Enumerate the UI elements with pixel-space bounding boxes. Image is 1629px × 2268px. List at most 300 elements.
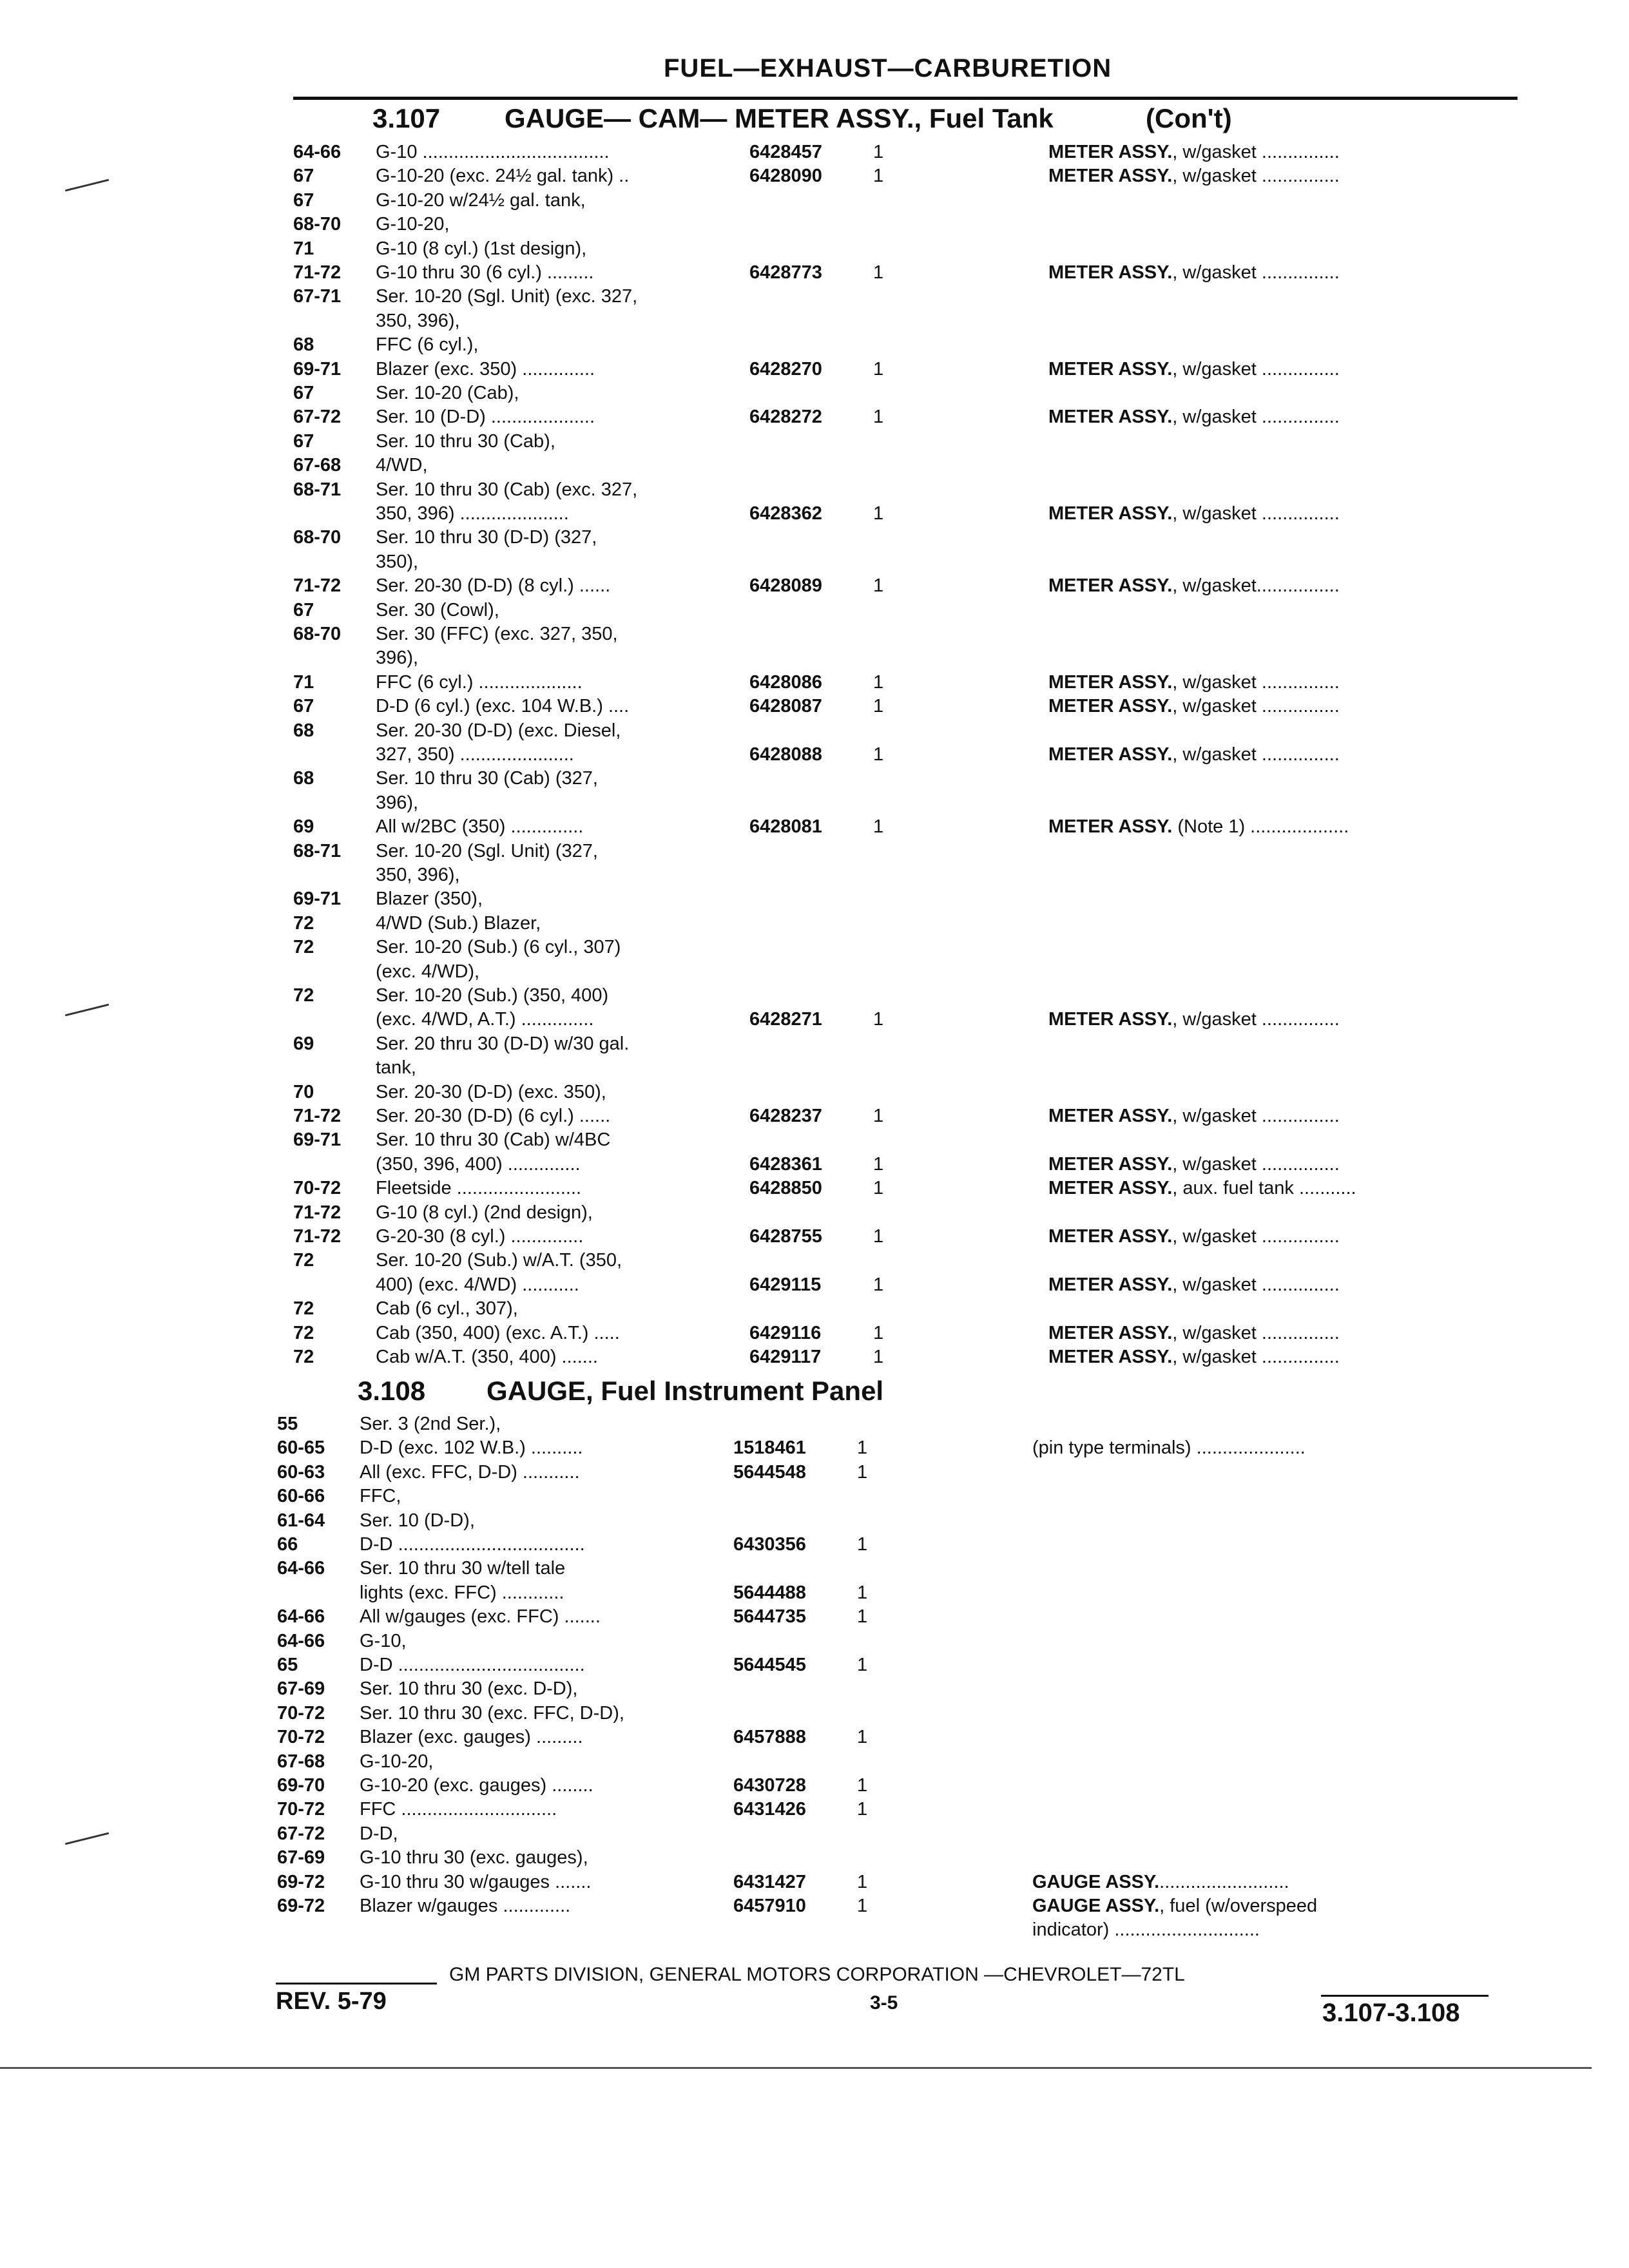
- punch-mark-top: [65, 179, 110, 192]
- application-description: G-10 ....................................: [376, 142, 610, 162]
- quantity: 1: [857, 1871, 868, 1892]
- application-description: Blazer (350),: [376, 889, 483, 910]
- part-number: 6428457: [749, 142, 822, 162]
- remark-detail: , w/gasket ...............: [1172, 1274, 1340, 1295]
- parts-row: [293, 622, 1530, 646]
- parts-row: [293, 1201, 1530, 1224]
- quantity: 1: [873, 262, 884, 283]
- application-description: Ser. 10 thru 30 (Cab),: [376, 430, 555, 452]
- remark-detail: , w/gasket ...............: [1172, 1226, 1340, 1247]
- model-years: 72: [293, 985, 314, 1006]
- parts-row: [293, 791, 1530, 814]
- section-title: GAUGE, Fuel Instrument Panel: [487, 1376, 884, 1406]
- remark-detail: , aux. fuel tank ...........: [1172, 1178, 1356, 1199]
- model-years: 67: [293, 189, 314, 211]
- remark-part-name: METER ASSY.: [1048, 1347, 1173, 1367]
- remark-detail: .........................: [1159, 1871, 1289, 1892]
- part-remark: [1048, 261, 1512, 284]
- footer-revision: REV. 5-79: [276, 1988, 387, 2015]
- application-description: Ser. 20 thru 30 (D-D) w/30 gal.: [376, 1033, 630, 1054]
- part-number: 5644735: [733, 1606, 806, 1628]
- application-description: G-20-30 (8 cyl.) ..............: [376, 1226, 584, 1247]
- remark-part-name: METER ASSY.: [1048, 166, 1173, 187]
- remark-part-name: METER ASSY.: [1048, 503, 1173, 524]
- model-years: 64-66: [277, 1558, 325, 1579]
- model-years: 65: [277, 1655, 298, 1675]
- parts-row: [277, 1774, 1514, 1797]
- page-header-title: FUEL—EXHAUST—CARBURETION: [664, 54, 1112, 82]
- model-years: 72: [293, 1250, 314, 1271]
- part-remark: [1048, 405, 1512, 428]
- parts-row: [293, 1225, 1530, 1248]
- model-years: 69-71: [293, 358, 342, 380]
- model-years: 67-68: [277, 1751, 325, 1772]
- part-number: 6457888: [733, 1727, 806, 1748]
- section-number: 3.107: [372, 103, 441, 133]
- remark-detail: , w/gasket ...............: [1172, 142, 1340, 162]
- parts-row: [293, 1104, 1530, 1128]
- application-description: FFC ..............................: [360, 1799, 557, 1820]
- part-remark: [1048, 502, 1512, 525]
- model-years: 70-72: [277, 1727, 325, 1748]
- model-years: 55: [277, 1414, 298, 1434]
- remark-detail: , w/gasket ...............: [1172, 696, 1340, 717]
- application-description: 396),: [376, 792, 419, 813]
- part-number: 6428087: [749, 696, 822, 717]
- parts-row: [293, 1081, 1530, 1104]
- model-years: 67-68: [293, 455, 342, 476]
- parts-row: [277, 1822, 1514, 1845]
- remark-detail: , w/gasket ...............: [1172, 1009, 1340, 1030]
- quantity: 1: [873, 1347, 884, 1367]
- parts-row: [277, 1581, 1514, 1604]
- model-years: 68: [293, 720, 314, 741]
- remark-part-name: GAUGE ASSY.: [1032, 1896, 1160, 1916]
- parts-row: [293, 1032, 1530, 1055]
- part-number: 6428755: [749, 1226, 822, 1247]
- quantity: 1: [873, 1322, 884, 1343]
- parts-row: [277, 1509, 1514, 1532]
- model-years: 67: [293, 599, 314, 620]
- parts-row: [277, 1653, 1514, 1677]
- part-remark: [1048, 1008, 1512, 1031]
- part-remark: [1048, 1345, 1512, 1369]
- part-number: 5644488: [733, 1582, 806, 1603]
- application-description: FFC (6 cyl.) ....................: [376, 671, 583, 693]
- quantity: 1: [873, 816, 884, 838]
- quantity: 1: [873, 407, 884, 428]
- parts-row: [293, 164, 1530, 187]
- remark-detail: , w/gasket ...............: [1172, 503, 1340, 524]
- model-years: 67-69: [277, 1678, 325, 1700]
- parts-row: [293, 936, 1530, 959]
- model-years: 70: [293, 1081, 314, 1102]
- remark-part-name: METER ASSY.: [1048, 407, 1173, 428]
- remark-detail: , w/gasket ...............: [1172, 166, 1340, 187]
- model-years: 66: [277, 1534, 298, 1555]
- parts-row: [293, 478, 1530, 501]
- model-years: 71-72: [293, 575, 342, 597]
- application-description: Ser. 10 (D-D),: [360, 1510, 475, 1531]
- parts-row: [277, 1798, 1514, 1821]
- part-number: 6428850: [749, 1178, 822, 1199]
- model-years: 72: [293, 912, 314, 934]
- application-description: Ser. 10 thru 30 (D-D) (327,: [376, 527, 597, 548]
- bottom-edge-line: [0, 2067, 1592, 2069]
- remark-detail: , fuel (w/overspeed: [1159, 1896, 1318, 1916]
- application-description: Ser. 20-30 (D-D) (exc. 350),: [376, 1081, 606, 1102]
- quantity: 1: [857, 1582, 868, 1603]
- parts-row: [293, 984, 1530, 1007]
- parts-row: [277, 1894, 1514, 1917]
- model-years: 71-72: [293, 1202, 342, 1223]
- parts-row: [293, 1153, 1530, 1176]
- model-years: 60-65: [277, 1437, 325, 1459]
- remark-detail: , w/gasket ...............: [1172, 671, 1340, 693]
- punch-mark-bottom: [65, 1832, 110, 1845]
- application-description: G-10 thru 30 (6 cyl.) .........: [376, 262, 594, 283]
- parts-row: [293, 237, 1530, 260]
- parts-row: [293, 213, 1530, 236]
- quantity: 1: [873, 1153, 884, 1175]
- application-description: (exc. 4/WD, A.T.) ..............: [376, 1009, 594, 1030]
- parts-row: [277, 1629, 1514, 1653]
- application-description: G-10,: [360, 1630, 407, 1651]
- application-description: 396),: [376, 648, 419, 669]
- model-years: 71: [293, 671, 314, 693]
- application-description: Ser. 10 thru 30 (Cab) w/4BC: [376, 1129, 611, 1151]
- quantity: 1: [873, 1178, 884, 1199]
- quantity: 1: [857, 1896, 868, 1916]
- quantity: 1: [857, 1799, 868, 1820]
- model-years: 72: [293, 937, 314, 958]
- model-years: 69-71: [293, 889, 342, 910]
- application-description: FFC (6 cyl.),: [376, 334, 479, 356]
- parts-row: [293, 1177, 1530, 1200]
- quantity: 1: [857, 1437, 868, 1459]
- part-remark: [1048, 574, 1512, 597]
- application-description: Ser. 10-20 (Sub.) w/A.T. (350,: [376, 1250, 622, 1271]
- parts-row: [293, 743, 1530, 766]
- parts-row: [293, 887, 1530, 910]
- application-description: Ser. 10-20 (Cab),: [376, 383, 519, 403]
- application-description: Ser. 20-30 (D-D) (6 cyl.) ......: [376, 1106, 611, 1126]
- model-years: 68: [293, 334, 314, 356]
- parts-list-3-108: [277, 1412, 1514, 1947]
- remark-detail: , w/gasket ...............: [1172, 744, 1340, 765]
- parts-row: [277, 1557, 1514, 1580]
- footer-page-number: 3-5: [870, 1992, 898, 2013]
- application-description: lights (exc. FFC) ............: [360, 1582, 564, 1603]
- application-description: G-10-20 (exc. gauges) ........: [360, 1775, 593, 1796]
- part-remark: [1048, 1153, 1512, 1176]
- footer-rule-right: [1321, 1995, 1489, 1997]
- model-years: 68: [293, 768, 314, 789]
- part-remark: [1048, 1273, 1512, 1296]
- part-remark: [1048, 1104, 1512, 1128]
- application-description: Cab w/A.T. (350, 400) .......: [376, 1347, 598, 1367]
- model-years: 61-64: [277, 1510, 325, 1531]
- application-description: D-D (exc. 102 W.B.) ..........: [360, 1437, 583, 1459]
- parts-row: [293, 1249, 1530, 1272]
- parts-row: [293, 695, 1530, 718]
- application-description: Ser. 20-30 (D-D) (8 cyl.) ......: [376, 575, 611, 597]
- remark-part-name: METER ASSY.: [1048, 1009, 1173, 1030]
- part-number: 6428271: [749, 1009, 822, 1030]
- remark-detail: , w/gasket................: [1172, 575, 1340, 597]
- parts-list-3-107: [293, 140, 1518, 1378]
- remark-detail: indicator) ............................: [1032, 1919, 1260, 1941]
- application-description: G-10 (8 cyl.) (2nd design),: [376, 1202, 593, 1223]
- remark-detail: , w/gasket ...............: [1172, 262, 1340, 283]
- remark-detail: (pin type terminals) .....................: [1032, 1437, 1306, 1459]
- footer-section-range: 3.107-3.108: [1322, 1999, 1460, 2027]
- application-description: Ser. 3 (2nd Ser.),: [360, 1414, 501, 1434]
- model-years: 60-66: [277, 1486, 325, 1507]
- quantity: 1: [873, 1274, 884, 1295]
- model-years: 64-66: [293, 142, 342, 162]
- model-years: 70-72: [293, 1178, 342, 1199]
- application-description: Ser. 10-20 (Sgl. Unit) (327,: [376, 840, 598, 861]
- model-years: 67: [293, 430, 314, 452]
- model-years: 71-72: [293, 262, 342, 283]
- application-description: 327, 350) ......................: [376, 744, 574, 765]
- part-remark: [1048, 815, 1512, 838]
- parts-row: [277, 1605, 1514, 1628]
- application-description: Fleetside ........................: [376, 1178, 582, 1199]
- remark-part-name: METER ASSY.: [1048, 142, 1173, 162]
- part-number: 6428090: [749, 166, 822, 187]
- parts-row: [293, 767, 1530, 790]
- model-years: 69: [293, 1033, 314, 1054]
- parts-row: [293, 719, 1530, 742]
- remark-part-name: METER ASSY.: [1048, 671, 1173, 693]
- remark-part-name: METER ASSY.: [1048, 1106, 1173, 1126]
- application-description: D-D (6 cyl.) (exc. 104 W.B.) ....: [376, 696, 630, 717]
- parts-row: [293, 646, 1530, 669]
- quantity: 1: [857, 1461, 868, 1483]
- part-number: 6428088: [749, 744, 822, 765]
- parts-row: [293, 502, 1530, 525]
- model-years: 68-70: [293, 624, 342, 644]
- application-description: G-10 thru 30 w/gauges .......: [360, 1871, 592, 1892]
- parts-row: [293, 358, 1530, 381]
- parts-row: [293, 381, 1530, 405]
- parts-row: [277, 1412, 1514, 1436]
- parts-row: [293, 1321, 1530, 1345]
- model-years: 68-70: [293, 214, 342, 235]
- parts-row: [293, 285, 1530, 308]
- application-description: G-10-20,: [376, 214, 450, 235]
- part-number: 6431426: [733, 1799, 806, 1820]
- application-description: G-10 (8 cyl.) (1st design),: [376, 238, 587, 259]
- application-description: 350),: [376, 551, 419, 572]
- remark-part-name: METER ASSY.: [1048, 358, 1173, 380]
- model-years: 72: [293, 1298, 314, 1320]
- part-number: 6428270: [749, 358, 822, 380]
- part-number: 6428272: [749, 407, 822, 428]
- part-number: 5644548: [733, 1461, 806, 1483]
- application-description: 350, 396),: [376, 865, 460, 885]
- quantity: 1: [873, 503, 884, 524]
- punch-mark-middle: [65, 1004, 110, 1017]
- footer-division: GM PARTS DIVISION, GENERAL MOTORS CORPORATION —CHEVROLET—72TL: [449, 1964, 1185, 1985]
- model-years: 64-66: [277, 1630, 325, 1651]
- parts-row: [293, 863, 1530, 887]
- application-description: 350, 396) .....................: [376, 503, 569, 524]
- application-description: G-10-20 (exc. 24½ gal. tank) ..: [376, 166, 630, 187]
- part-number: 6430356: [733, 1534, 806, 1555]
- application-description: Ser. 10-20 (Sgl. Unit) (exc. 327,: [376, 286, 638, 307]
- parts-row: [277, 1870, 1514, 1894]
- header-rule: [293, 97, 1518, 100]
- application-description: 4/WD (Sub.) Blazer,: [376, 912, 541, 934]
- parts-row: [293, 1297, 1530, 1320]
- quantity: 1: [873, 744, 884, 765]
- model-years: 67: [293, 383, 314, 403]
- model-years: 71-72: [293, 1226, 342, 1247]
- application-description: Ser. 10 thru 30 (exc. FFC, D-D),: [360, 1702, 624, 1724]
- parts-row: [293, 526, 1530, 549]
- part-number: 5644545: [733, 1655, 806, 1675]
- application-description: FFC,: [360, 1486, 401, 1507]
- part-remark: [1048, 695, 1512, 718]
- application-description: 400) (exc. 4/WD) ...........: [376, 1274, 579, 1295]
- model-years: 70-72: [277, 1702, 325, 1724]
- part-number: 6428081: [749, 816, 822, 838]
- model-years: 68-71: [293, 479, 342, 500]
- model-years: 67: [293, 166, 314, 187]
- model-years: 64-66: [277, 1606, 325, 1628]
- quantity: 1: [873, 1009, 884, 1030]
- remark-detail: , w/gasket ...............: [1172, 407, 1340, 428]
- part-number: 6428361: [749, 1153, 822, 1175]
- remark-part-name: METER ASSY.: [1048, 1226, 1173, 1247]
- parts-row: [277, 1533, 1514, 1556]
- part-remark: [1032, 1870, 1496, 1894]
- application-description: Ser. 10 thru 30 w/tell tale: [360, 1558, 566, 1579]
- model-years: 70-72: [277, 1799, 325, 1820]
- application-description: All w/2BC (350) ..............: [376, 816, 584, 838]
- remark-detail: , w/gasket ...............: [1172, 1347, 1340, 1367]
- parts-row: [293, 140, 1530, 164]
- part-number: 6429117: [749, 1347, 822, 1367]
- part-number: 6428362: [749, 503, 822, 524]
- quantity: 1: [857, 1655, 868, 1675]
- footer-rule-left: [276, 1983, 437, 1984]
- part-number: 6428086: [749, 671, 822, 693]
- remark-part-name: GAUGE ASSY.: [1032, 1871, 1160, 1892]
- part-number: 6429116: [749, 1322, 822, 1343]
- part-remark: [1048, 1177, 1512, 1200]
- parts-row: [277, 1677, 1514, 1700]
- section-number: 3.108: [358, 1376, 426, 1406]
- parts-row: [277, 1702, 1514, 1725]
- parts-row: [293, 671, 1530, 694]
- application-description: G-10-20 w/24½ gal. tank,: [376, 189, 586, 211]
- part-remark: [1048, 1225, 1512, 1248]
- parts-row: [293, 405, 1530, 428]
- model-years: 67-72: [277, 1823, 325, 1844]
- remark-part-name: METER ASSY.: [1048, 575, 1173, 597]
- part-number: 6431427: [733, 1871, 806, 1892]
- application-description: Blazer (exc. gauges) .........: [360, 1727, 583, 1748]
- parts-row: [293, 960, 1530, 983]
- application-description: D-D,: [360, 1823, 398, 1844]
- remark-part-name: METER ASSY.: [1048, 816, 1173, 838]
- remark-part-name: METER ASSY.: [1048, 1153, 1173, 1175]
- part-number: 6428773: [749, 262, 822, 283]
- application-description: 350, 396),: [376, 310, 460, 331]
- quantity: 1: [857, 1727, 868, 1748]
- parts-row: [293, 1008, 1530, 1031]
- model-years: 68-71: [293, 840, 342, 861]
- application-description: Ser. 10 thru 30 (Cab) (exc. 327,: [376, 479, 638, 500]
- parts-row: [293, 574, 1530, 597]
- model-years: 67-71: [293, 286, 342, 307]
- parts-row: [293, 815, 1530, 838]
- application-description: Ser. 10 thru 30 (exc. D-D),: [360, 1678, 578, 1700]
- parts-row: [293, 430, 1530, 453]
- remark-detail: (Note 1) ...................: [1172, 816, 1349, 838]
- parts-row: [293, 189, 1530, 212]
- quantity: 1: [873, 696, 884, 717]
- application-description: All w/gauges (exc. FFC) .......: [360, 1606, 601, 1628]
- application-description: Ser. 10-20 (Sub.) (6 cyl., 307): [376, 937, 621, 958]
- part-remark: [1032, 1894, 1496, 1917]
- parts-row: [277, 1750, 1514, 1773]
- model-years: 67-69: [277, 1847, 325, 1869]
- quantity: 1: [873, 671, 884, 693]
- quantity: 1: [873, 575, 884, 597]
- parts-row: [293, 309, 1530, 332]
- parts-row: [293, 599, 1530, 622]
- application-description: Ser. 10 thru 30 (Cab) (327,: [376, 768, 598, 789]
- parts-row: [293, 912, 1530, 935]
- remark-part-name: METER ASSY.: [1048, 1322, 1173, 1343]
- model-years: 71: [293, 238, 314, 259]
- quantity: 1: [873, 358, 884, 380]
- application-description: Blazer (exc. 350) ..............: [376, 358, 595, 380]
- part-number: 6428089: [749, 575, 822, 597]
- application-description: Ser. 20-30 (D-D) (exc. Diesel,: [376, 720, 621, 741]
- parts-row: [293, 550, 1530, 573]
- quantity: 1: [857, 1775, 868, 1796]
- application-description: Ser. 10-20 (Sub.) (350, 400): [376, 985, 609, 1006]
- part-number: 6428237: [749, 1106, 822, 1126]
- application-description: All (exc. FFC, D-D) ...........: [360, 1461, 580, 1483]
- part-number: 1518461: [733, 1437, 806, 1459]
- part-remark: [1048, 671, 1512, 694]
- parts-row: [277, 1485, 1514, 1508]
- application-description: tank,: [376, 1057, 416, 1079]
- model-years: 68-70: [293, 527, 342, 548]
- parts-row: [293, 333, 1530, 356]
- quantity: 1: [857, 1534, 868, 1555]
- application-description: G-10 thru 30 (exc. gauges),: [360, 1847, 588, 1869]
- model-years: 72: [293, 1322, 314, 1343]
- parts-row: [293, 1345, 1530, 1369]
- model-years: 67-72: [293, 407, 342, 428]
- application-description: (exc. 4/WD),: [376, 961, 480, 982]
- application-description: Cab (6 cyl., 307),: [376, 1298, 518, 1320]
- section-title: GAUGE— CAM— METER ASSY., Fuel Tank: [505, 103, 1054, 133]
- remark-detail: , w/gasket ...............: [1172, 1153, 1340, 1175]
- quantity: 1: [873, 1226, 884, 1247]
- application-description: (350, 396, 400) ..............: [376, 1153, 581, 1175]
- parts-row: [277, 1461, 1514, 1484]
- parts-row: [277, 1725, 1514, 1749]
